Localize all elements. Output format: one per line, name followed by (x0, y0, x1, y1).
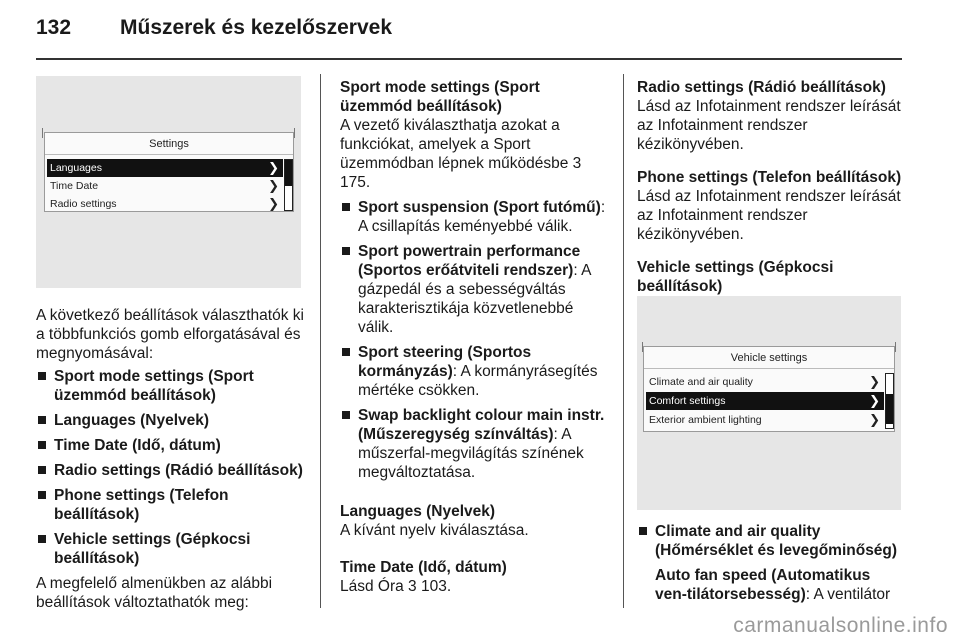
body-text: Lásd az Infotainment rendszer leírását az Infotainment rendszer kézikönyvében. (637, 98, 901, 153)
body-text: Lásd az Infotainment rendszer leírását az Infotainment rendszer kézikönyvében. (637, 188, 901, 243)
section-heading: Sport mode settings (Sport üzemmód beállítások) (340, 79, 540, 115)
list-item: Climate and air quality (Hőmérséklet és levegőminőség) (637, 522, 903, 560)
body-text: Lásd Óra 3 103. (340, 578, 452, 595)
bullet-title: Sport powertrain performance (Sportos erőátviteli rendszer) (358, 243, 581, 279)
menu-item-exterior-lighting[interactable] (646, 411, 884, 429)
scrollbar[interactable] (885, 373, 894, 429)
intro-text: A következő beállítások választhatók ki a többfunkciós gomb elforgatásával és megnyomásával: (36, 307, 304, 362)
bullet-title: Sport steering (Sportos kormányzás) (358, 344, 532, 380)
list-item (340, 242, 610, 337)
chevron-right-icon: ❯ (268, 160, 279, 175)
menu-item-climate[interactable] (646, 373, 884, 391)
chevron-right-icon: ❯ (869, 412, 880, 427)
screen-title: Vehicle settings (644, 347, 894, 369)
scrollbar-thumb[interactable] (285, 160, 292, 186)
chevron-right-icon: ❯ (869, 374, 880, 389)
column-3-lower-text (637, 522, 903, 604)
bullet-text: : A gázpedál és a sebességváltás karakterisztikája közvetlenebbé válik. (358, 262, 591, 336)
menu-item-comfort-settings[interactable] (646, 392, 884, 410)
header-rule (36, 58, 902, 60)
menu-item-label: Climate and air quality (649, 376, 753, 388)
bullet-title: Sport suspension (Sport futómű) (358, 199, 601, 216)
vehicle-settings-screen-image (637, 296, 901, 510)
scrollbar[interactable] (284, 159, 293, 211)
vehicle-settings-screen (643, 346, 895, 432)
page-reference: 3 175. (340, 155, 582, 191)
watermark-brand: carmanualsonline.info (733, 614, 948, 637)
bullet-text: : A műszerfal-megvilágítás színének megváltoztatása. (358, 426, 584, 481)
frame-tick (42, 128, 43, 138)
frame-tick (895, 342, 896, 352)
list-item (340, 343, 610, 400)
frame-tick (294, 128, 295, 138)
section-heading: Time Date (Idő, dátum) (340, 559, 507, 576)
chevron-right-icon: ❯ (869, 393, 880, 408)
body-text: : A ventilátor (805, 586, 891, 603)
subsection-title: Auto fan speed (Automatikus ven-tilátorsebesség) (655, 567, 871, 603)
menu-item-label: Languages (50, 162, 102, 174)
menu-item-label: Comfort settings (649, 395, 726, 407)
column-divider (320, 74, 321, 608)
bullet-title: Swap backlight colour main instr. (Műszeregység színváltás) (358, 407, 605, 443)
menu-item-languages[interactable] (47, 159, 283, 177)
list-item: Time Date (Idő, dátum) (36, 436, 308, 455)
section-heading: Radio settings (Rádió beállítások) (637, 79, 886, 96)
section-heading: Languages (Nyelvek) (340, 503, 496, 520)
page-number: 132 (36, 16, 72, 39)
sport-text: A vezető kiválaszthatja azokat a funkciókat, amelyek a Sport üzemmódban lépnek működésbe (340, 117, 569, 172)
list-item (340, 198, 610, 236)
list-item: Vehicle settings (Gépkocsi beállítások) (36, 530, 308, 568)
column-3-text (637, 78, 903, 300)
screen-title: Settings (45, 133, 293, 155)
body-text (637, 566, 903, 604)
menu-item-label: Time Date (50, 180, 99, 192)
bullet-text: : A kormányrásegítés mértéke csökken. (358, 363, 598, 399)
list-item (340, 406, 610, 482)
body-text: A kívánt nyelv kiválasztása. (340, 522, 529, 539)
scrollbar-thumb[interactable] (886, 394, 893, 424)
settings-screen-image (36, 76, 301, 288)
list-item: Languages (Nyelvek) (36, 411, 308, 430)
menu-item-time-date[interactable] (47, 177, 283, 195)
menu-item-label: Exterior ambient lighting (649, 414, 762, 426)
list-item: Radio settings (Rádió beállítások) (36, 461, 308, 480)
outro-text: A megfelelő almenükben az alábbi beállítások változtathatók meg: (36, 575, 273, 611)
page-title: Műszerek és kezelőszervek (120, 16, 393, 39)
chevron-right-icon: ❯ (268, 196, 279, 211)
bullet-text: : A csillapítás keményebbé válik. (358, 199, 606, 235)
column-2-text (340, 78, 610, 600)
menu-item-radio-settings[interactable] (47, 195, 283, 213)
body-text (340, 116, 610, 192)
column-divider (623, 74, 624, 608)
section-heading: Vehicle settings (Gépkocsi beállítások) (637, 259, 834, 295)
list-item: Sport mode settings (Sport üzemmód beállítások) (36, 367, 308, 405)
settings-screen (44, 132, 294, 212)
chevron-right-icon: ❯ (268, 178, 279, 193)
list-item: Phone settings (Telefon beállítások) (36, 486, 308, 524)
menu-item-label: Radio settings (50, 198, 117, 210)
column-1-text (36, 306, 308, 616)
section-heading: Phone settings (Telefon beállítások) (637, 169, 902, 186)
